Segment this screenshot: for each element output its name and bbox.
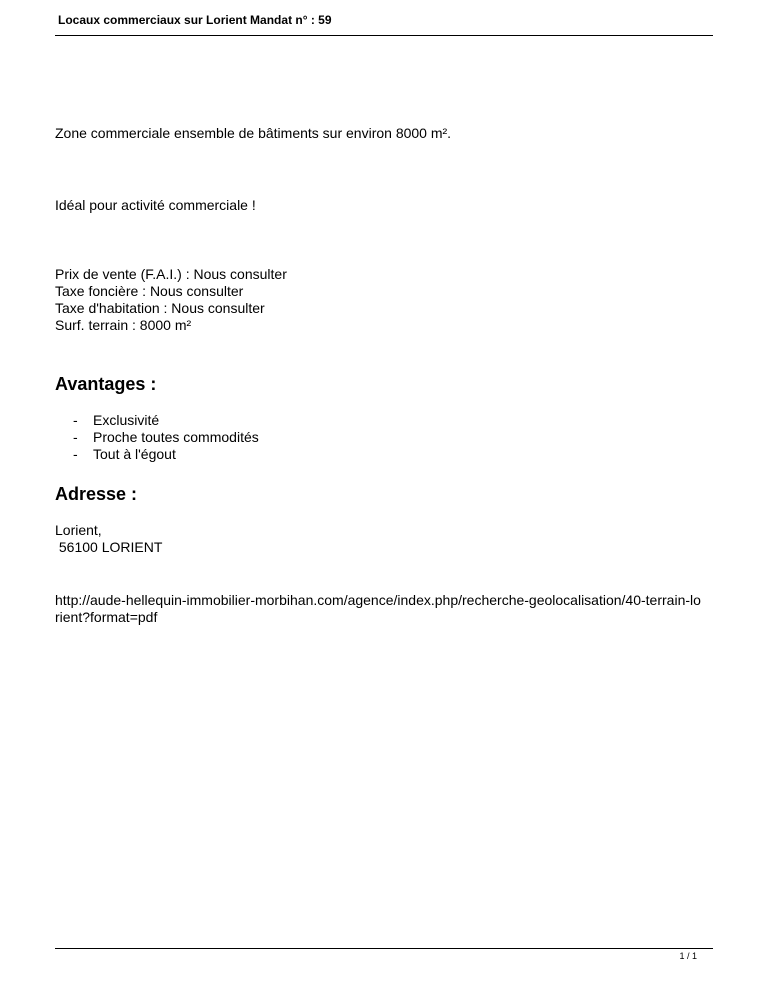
list-dash: - bbox=[73, 429, 78, 445]
address-city: Lorient, bbox=[55, 522, 102, 538]
list-dash: - bbox=[73, 446, 78, 462]
address-heading: Adresse : bbox=[55, 484, 138, 504]
page-title: Locaux commerciaux sur Lorient Mandat n° : 59 bbox=[58, 13, 332, 27]
advantage-label: Tout à l'égout bbox=[93, 446, 176, 462]
detail-land-area: Surf. terrain : 8000 m² bbox=[55, 317, 192, 333]
list-item bbox=[55, 446, 259, 463]
advantage-label: Proche toutes commodités bbox=[93, 429, 259, 445]
advantages-list bbox=[55, 412, 259, 463]
advantage-label: Exclusivité bbox=[93, 412, 160, 428]
tagline-text: Idéal pour activité commerciale ! bbox=[55, 197, 256, 213]
page-footer bbox=[55, 948, 713, 961]
advantages-heading: Avantages : bbox=[55, 374, 157, 394]
address-postcode: 56100 LORIENT bbox=[55, 539, 163, 555]
detail-price: Prix de vente (F.A.I.) : Nous consulter bbox=[55, 266, 287, 282]
detail-housing-tax: Taxe d'habitation : Nous consulter bbox=[55, 300, 265, 316]
description-text: Zone commerciale ensemble de bâtiments sur environ 8000 m². bbox=[55, 125, 452, 141]
details-block bbox=[55, 266, 287, 334]
list-item bbox=[55, 412, 259, 429]
list-dash: - bbox=[73, 412, 78, 428]
source-url[interactable]: http://aude-hellequin-immobilier-morbihan.com/agence/index.php/recherche-geolocalisation/40-terrain-lorient?format=pdf bbox=[55, 592, 701, 625]
page-header bbox=[55, 13, 713, 36]
list-item bbox=[55, 429, 259, 446]
page-number: 1 / 1 bbox=[679, 951, 697, 961]
detail-property-tax: Taxe foncière : Nous consulter bbox=[55, 283, 244, 299]
address-block bbox=[55, 522, 162, 556]
